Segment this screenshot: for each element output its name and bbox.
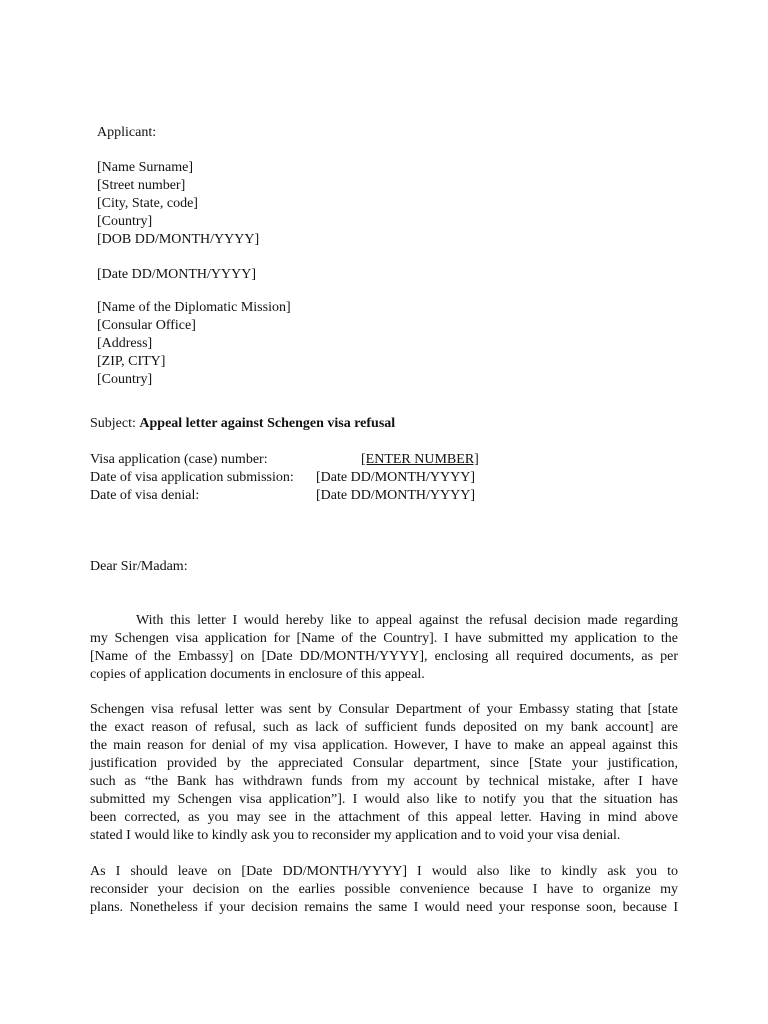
paragraph-2-line: submitted my Schengen visa application”]. I would also like to notify you that the situation has [90,792,678,807]
recipient-mission: [Name of the Diplomatic Mission] [97,300,291,315]
paragraph-2 [90,701,678,845]
paragraph-3-line: plans. Nonetheless if your decision remains the same I would need your response soon, because I [90,900,678,915]
recipient-zip-city: [ZIP, CITY] [97,354,166,369]
paragraph-1-line: [Name of the Embassy] on [Date DD/MONTH/YYYY], enclosing all required documents, as per [90,649,678,664]
recipient-office: [Consular Office] [97,318,196,333]
detail-value-case-number: [ENTER NUMBER] [361,452,479,467]
applicant-name: [Name Surname] [97,160,194,175]
applicant-country: [Country] [97,214,153,229]
paragraph-1-line: copies of application documents in enclosure of this appeal. [90,667,425,682]
subject-line [90,415,395,433]
paragraph-2-line: stated I would like to kindly ask you to reconsider my application and to void your visa denial. [90,828,621,843]
letter-date: [Date DD/MONTH/YYYY] [97,267,257,282]
paragraph-1-line: my Schengen visa application for [Name of the Country]. I have submitted my application to the [90,631,678,646]
detail-value-denial-date: [Date DD/MONTH/YYYY] [316,488,476,503]
detail-label-case-number: Visa application (case) number: [90,452,268,467]
paragraph-1 [90,612,678,684]
paragraph-2-line: such as “the Bank has withdrawn funds from my account by technical mistake, after I have [90,774,678,789]
paragraph-2-line: the main reason for denial of my visa application. However, I have to make an appeal against this [90,738,678,753]
paragraph-3-line: reconsider your decision on the earlies possible convenience because I have to organize my [90,882,678,897]
detail-value-submission-date: [Date DD/MONTH/YYYY] [316,470,476,485]
applicant-label: Applicant: [97,125,157,140]
paragraph-3-line: As I should leave on [Date DD/MONTH/YYYY] I would also like to kindly ask you to [90,864,678,879]
paragraph-2-line: Schengen visa refusal letter was sent by Consular Department of your Embassy stating that [state [90,702,678,717]
subject-label: Subject: [90,416,140,431]
detail-label-submission-date: Date of visa application submission: [90,470,294,485]
recipient-address: [Address] [97,336,153,351]
subject-text: Appeal letter against Schengen visa refusal [139,416,396,431]
applicant-city: [City, State, code] [97,196,198,211]
detail-label-denial-date: Date of visa denial: [90,488,200,503]
paragraph-2-line: the exact reason of refusal, such as lack of sufficient funds deposited on my bank account] are [90,720,678,735]
salutation: Dear Sir/Madam: [90,559,188,574]
paragraph-1-line: With this letter I would hereby like to appeal against the refusal decision made regarding [136,613,678,628]
recipient-country: [Country] [97,372,153,387]
applicant-street: [Street number] [97,178,186,193]
paragraph-2-line: been corrected, as you may see in the attachment of this appeal letter. Having in mind above [90,810,678,825]
paragraph-2-line: justification provided by the appreciated Consular department, since [State your justification, [90,756,678,771]
paragraph-3 [90,863,678,917]
applicant-dob: [DOB DD/MONTH/YYYY] [97,232,260,247]
